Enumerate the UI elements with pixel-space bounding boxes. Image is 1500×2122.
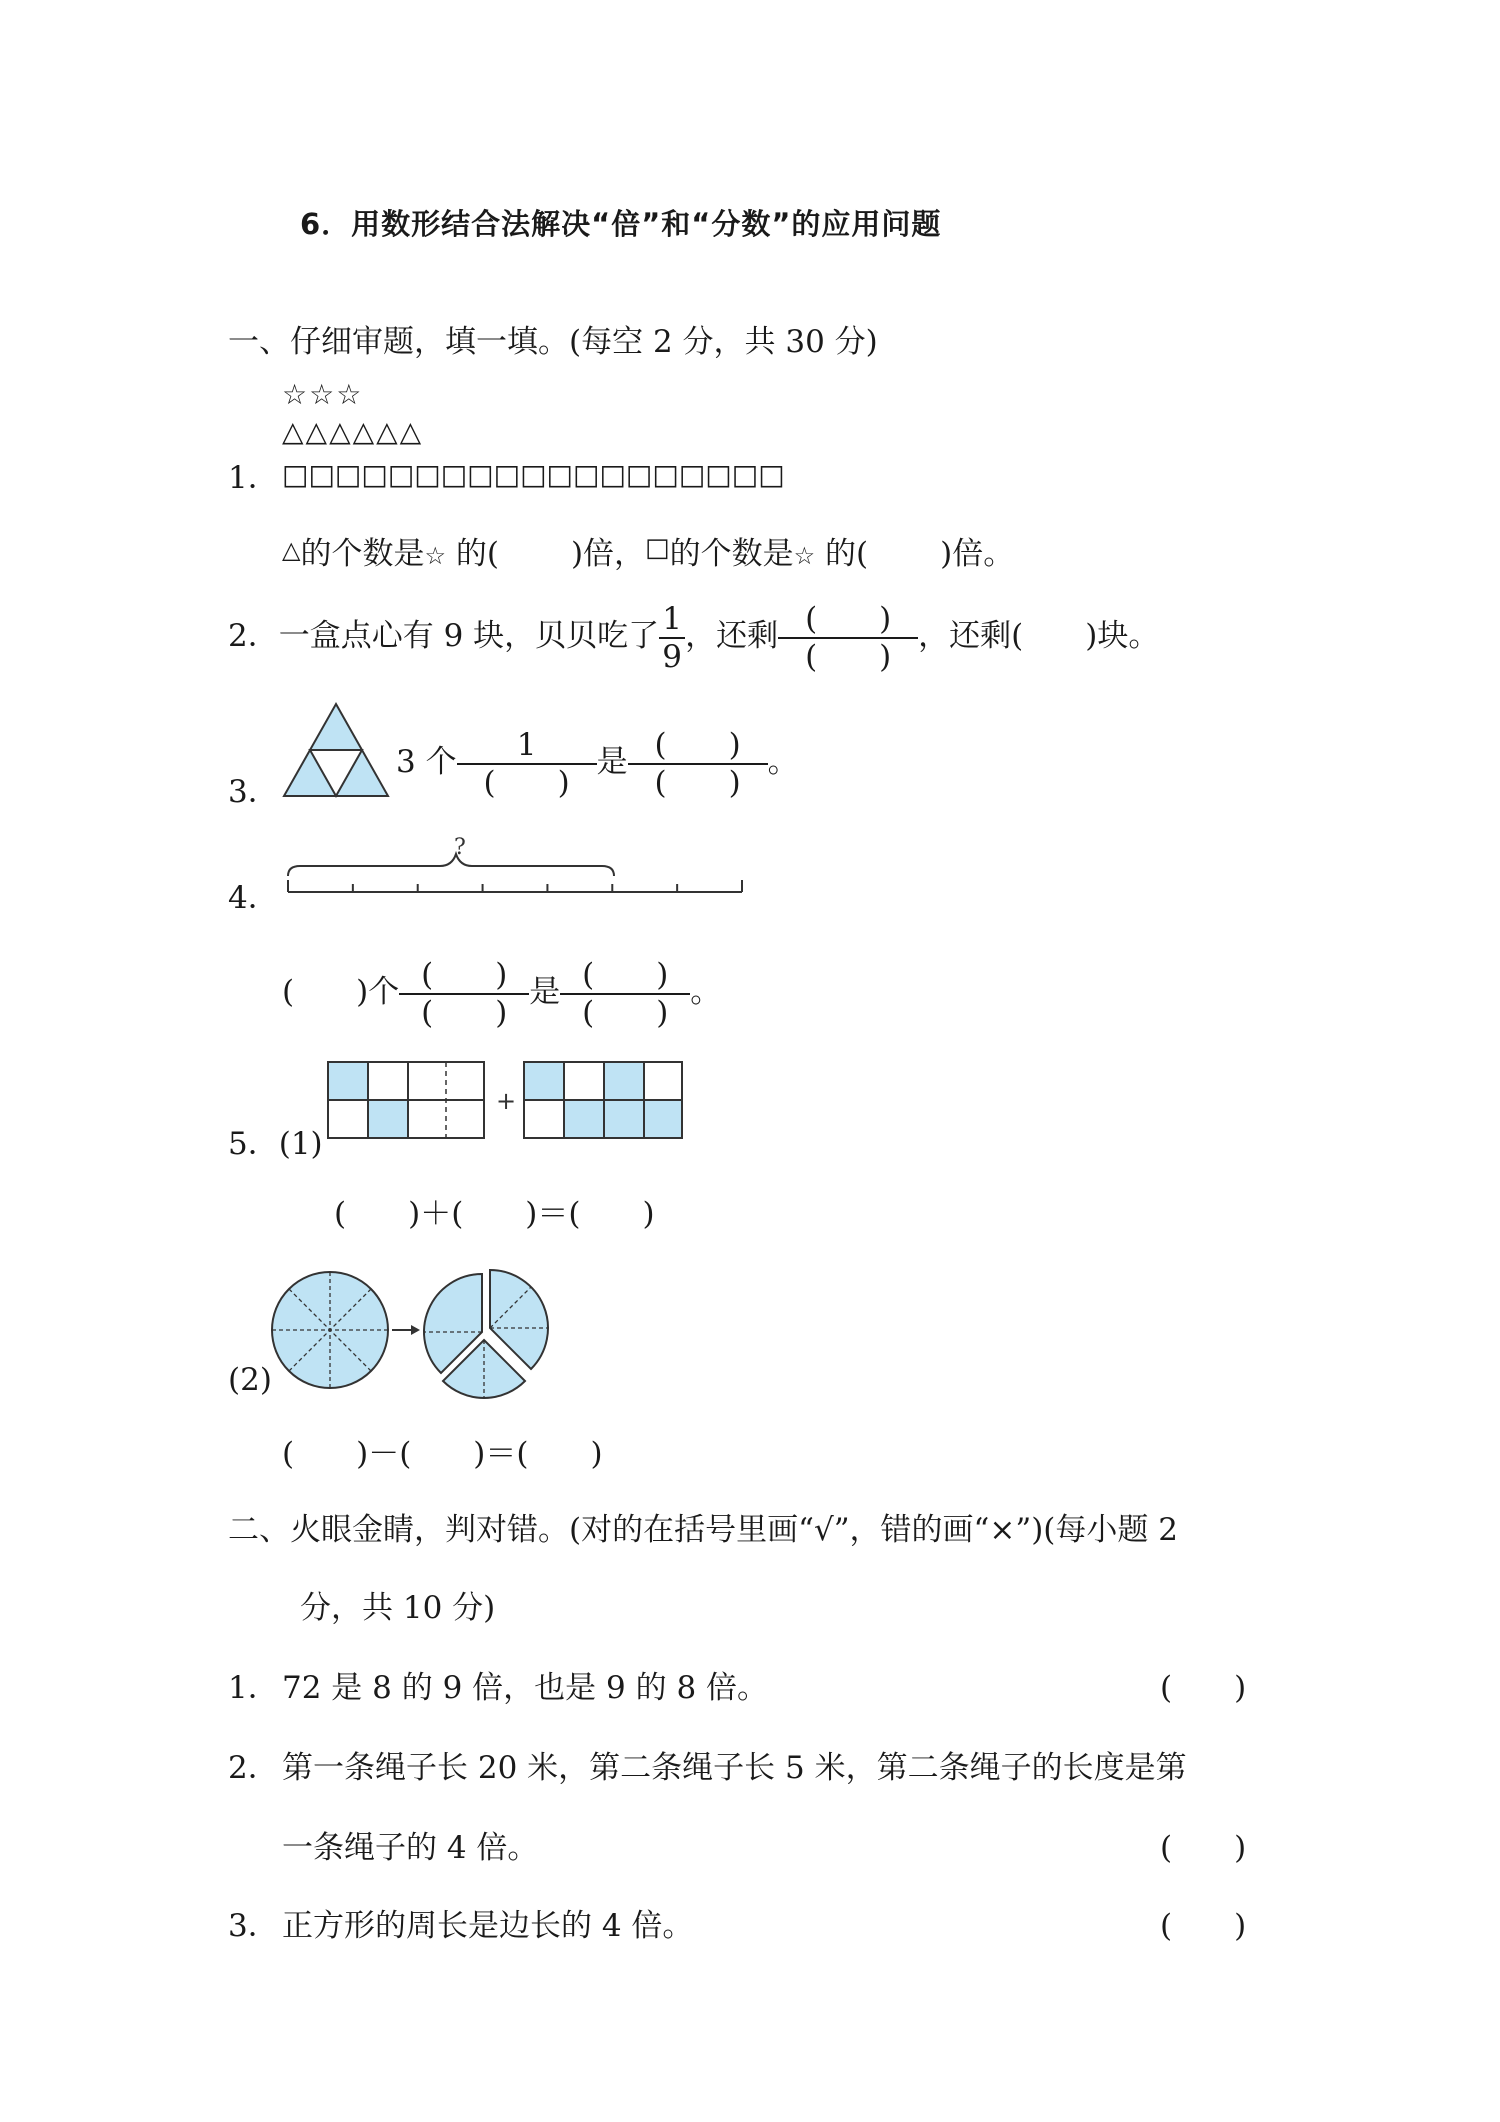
q5-eq2[interactable]: ( )－( )＝( ) bbox=[282, 1436, 603, 1472]
item-2-answer-bracket[interactable]: ( ) bbox=[1160, 1830, 1247, 1866]
q3-line bbox=[396, 720, 799, 804]
q3-text: 是 bbox=[596, 744, 628, 780]
q2-line bbox=[228, 594, 1159, 678]
frac-num: ( ) bbox=[582, 956, 669, 993]
q1-text: 的( bbox=[445, 536, 499, 572]
frac-den: ( ) bbox=[582, 994, 669, 1031]
fill-cell bbox=[524, 1062, 564, 1100]
full-circle bbox=[272, 1272, 388, 1388]
q1-text: 的个数是 bbox=[669, 536, 794, 572]
circles-figure bbox=[270, 1264, 560, 1400]
fill-cell bbox=[564, 1100, 682, 1138]
q1-number: 1． bbox=[228, 460, 279, 496]
q1-text: )倍。 bbox=[940, 536, 1015, 572]
triangles-row: △△△△△△ bbox=[282, 415, 424, 448]
item-2-number: 2． bbox=[228, 1750, 279, 1786]
item-1-text: 72 是 8 的 9 倍，也是 9 的 8 倍。 bbox=[282, 1670, 769, 1706]
q5-number: 5．(1) bbox=[228, 1126, 323, 1162]
q3-text: 3 个 bbox=[396, 744, 457, 780]
q3-result-fraction[interactable] bbox=[628, 727, 768, 801]
split-circle bbox=[424, 1270, 548, 1398]
item-3-text: 正方形的周长是边长的 4 倍。 bbox=[282, 1908, 694, 1944]
square-icon: □ bbox=[645, 533, 670, 563]
q5-eq1[interactable]: ( )＋( )＝( ) bbox=[334, 1196, 655, 1232]
q1-text: 的个数是 bbox=[300, 536, 425, 572]
q2-number: 2． bbox=[228, 618, 279, 654]
q4-line bbox=[282, 950, 721, 1034]
q1-text: 的( bbox=[815, 536, 869, 572]
section1-header: 一、仔细审题，填一填。(每空 2 分，共 30 分) bbox=[228, 324, 878, 360]
star-icon: ☆ bbox=[793, 542, 816, 570]
fill-cell bbox=[368, 1100, 408, 1138]
q2-text: ，还剩( )块。 bbox=[918, 618, 1160, 654]
q3-fraction[interactable] bbox=[457, 727, 597, 801]
fill-cell bbox=[328, 1062, 368, 1100]
frac-den: ( ) bbox=[483, 764, 570, 801]
q4-number: 4． bbox=[228, 880, 279, 916]
fraction-one-ninth bbox=[659, 601, 685, 675]
item-3-answer-bracket[interactable]: ( ) bbox=[1160, 1908, 1247, 1944]
q4-result-fraction[interactable] bbox=[560, 957, 690, 1031]
q3-text: 。 bbox=[767, 744, 799, 780]
triangle-icon: △ bbox=[282, 536, 301, 564]
item-3-number: 3． bbox=[228, 1908, 279, 1944]
arrow-head bbox=[411, 1325, 420, 1335]
segment-line-figure bbox=[280, 830, 750, 910]
page-title: 6．用数形结合法解决“倍”和“分数”的应用问题 bbox=[300, 207, 942, 241]
stars-row: ☆☆☆ bbox=[282, 378, 364, 411]
item-1-number: 1． bbox=[228, 1670, 279, 1706]
rectangles-figure bbox=[326, 1060, 686, 1144]
squares-row: □□□□□□□□□□□□□□□□□□□ bbox=[282, 458, 785, 491]
brace bbox=[288, 854, 614, 876]
frac-den: ( ) bbox=[805, 638, 892, 675]
q4-text: ( )个 bbox=[282, 974, 400, 1010]
q2-blank-fraction[interactable] bbox=[778, 601, 918, 675]
triangle-figure bbox=[280, 700, 392, 800]
plus-sign: + bbox=[496, 1087, 517, 1115]
frac-den: ( ) bbox=[421, 994, 508, 1031]
q4-text: 是 bbox=[529, 974, 561, 1010]
q4-fraction[interactable] bbox=[399, 957, 529, 1031]
fill-cell bbox=[604, 1062, 644, 1100]
item-2-text-line2: 一条绳子的 4 倍。 bbox=[282, 1830, 539, 1866]
q2-text: ，还剩 bbox=[685, 618, 779, 654]
q3-number: 3． bbox=[228, 774, 279, 810]
q2-text: 一盒点心有 9 块，贝贝吃了 bbox=[278, 618, 660, 654]
frac-num: ( ) bbox=[421, 956, 508, 993]
q1-answer-line bbox=[282, 528, 1014, 576]
frac-num: 1 bbox=[516, 726, 537, 763]
frac-den: ( ) bbox=[654, 764, 741, 801]
star-icon: ☆ bbox=[424, 542, 446, 570]
question-mark: ? bbox=[454, 835, 466, 860]
frac-num: ( ) bbox=[805, 600, 892, 637]
q4-text: 。 bbox=[690, 974, 722, 1010]
frac-den: 9 bbox=[662, 638, 683, 675]
item-1-answer-bracket[interactable]: ( ) bbox=[1160, 1670, 1247, 1706]
section2-header-line2: 分，共 10 分) bbox=[300, 1590, 496, 1626]
item-2-text-line1: 第一条绳子长 20 米，第二条绳子长 5 米，第二条绳子的长度是第 bbox=[282, 1750, 1187, 1786]
frac-num: 1 bbox=[662, 600, 683, 637]
q1-text: )倍， bbox=[570, 536, 646, 572]
q5-part2-label: (2) bbox=[228, 1362, 272, 1398]
frac-num: ( ) bbox=[654, 726, 741, 763]
section2-header-line1: 二、火眼金睛，判对错。(对的在括号里画“√”，错的画“×”)(每小题 2 bbox=[228, 1512, 1178, 1548]
